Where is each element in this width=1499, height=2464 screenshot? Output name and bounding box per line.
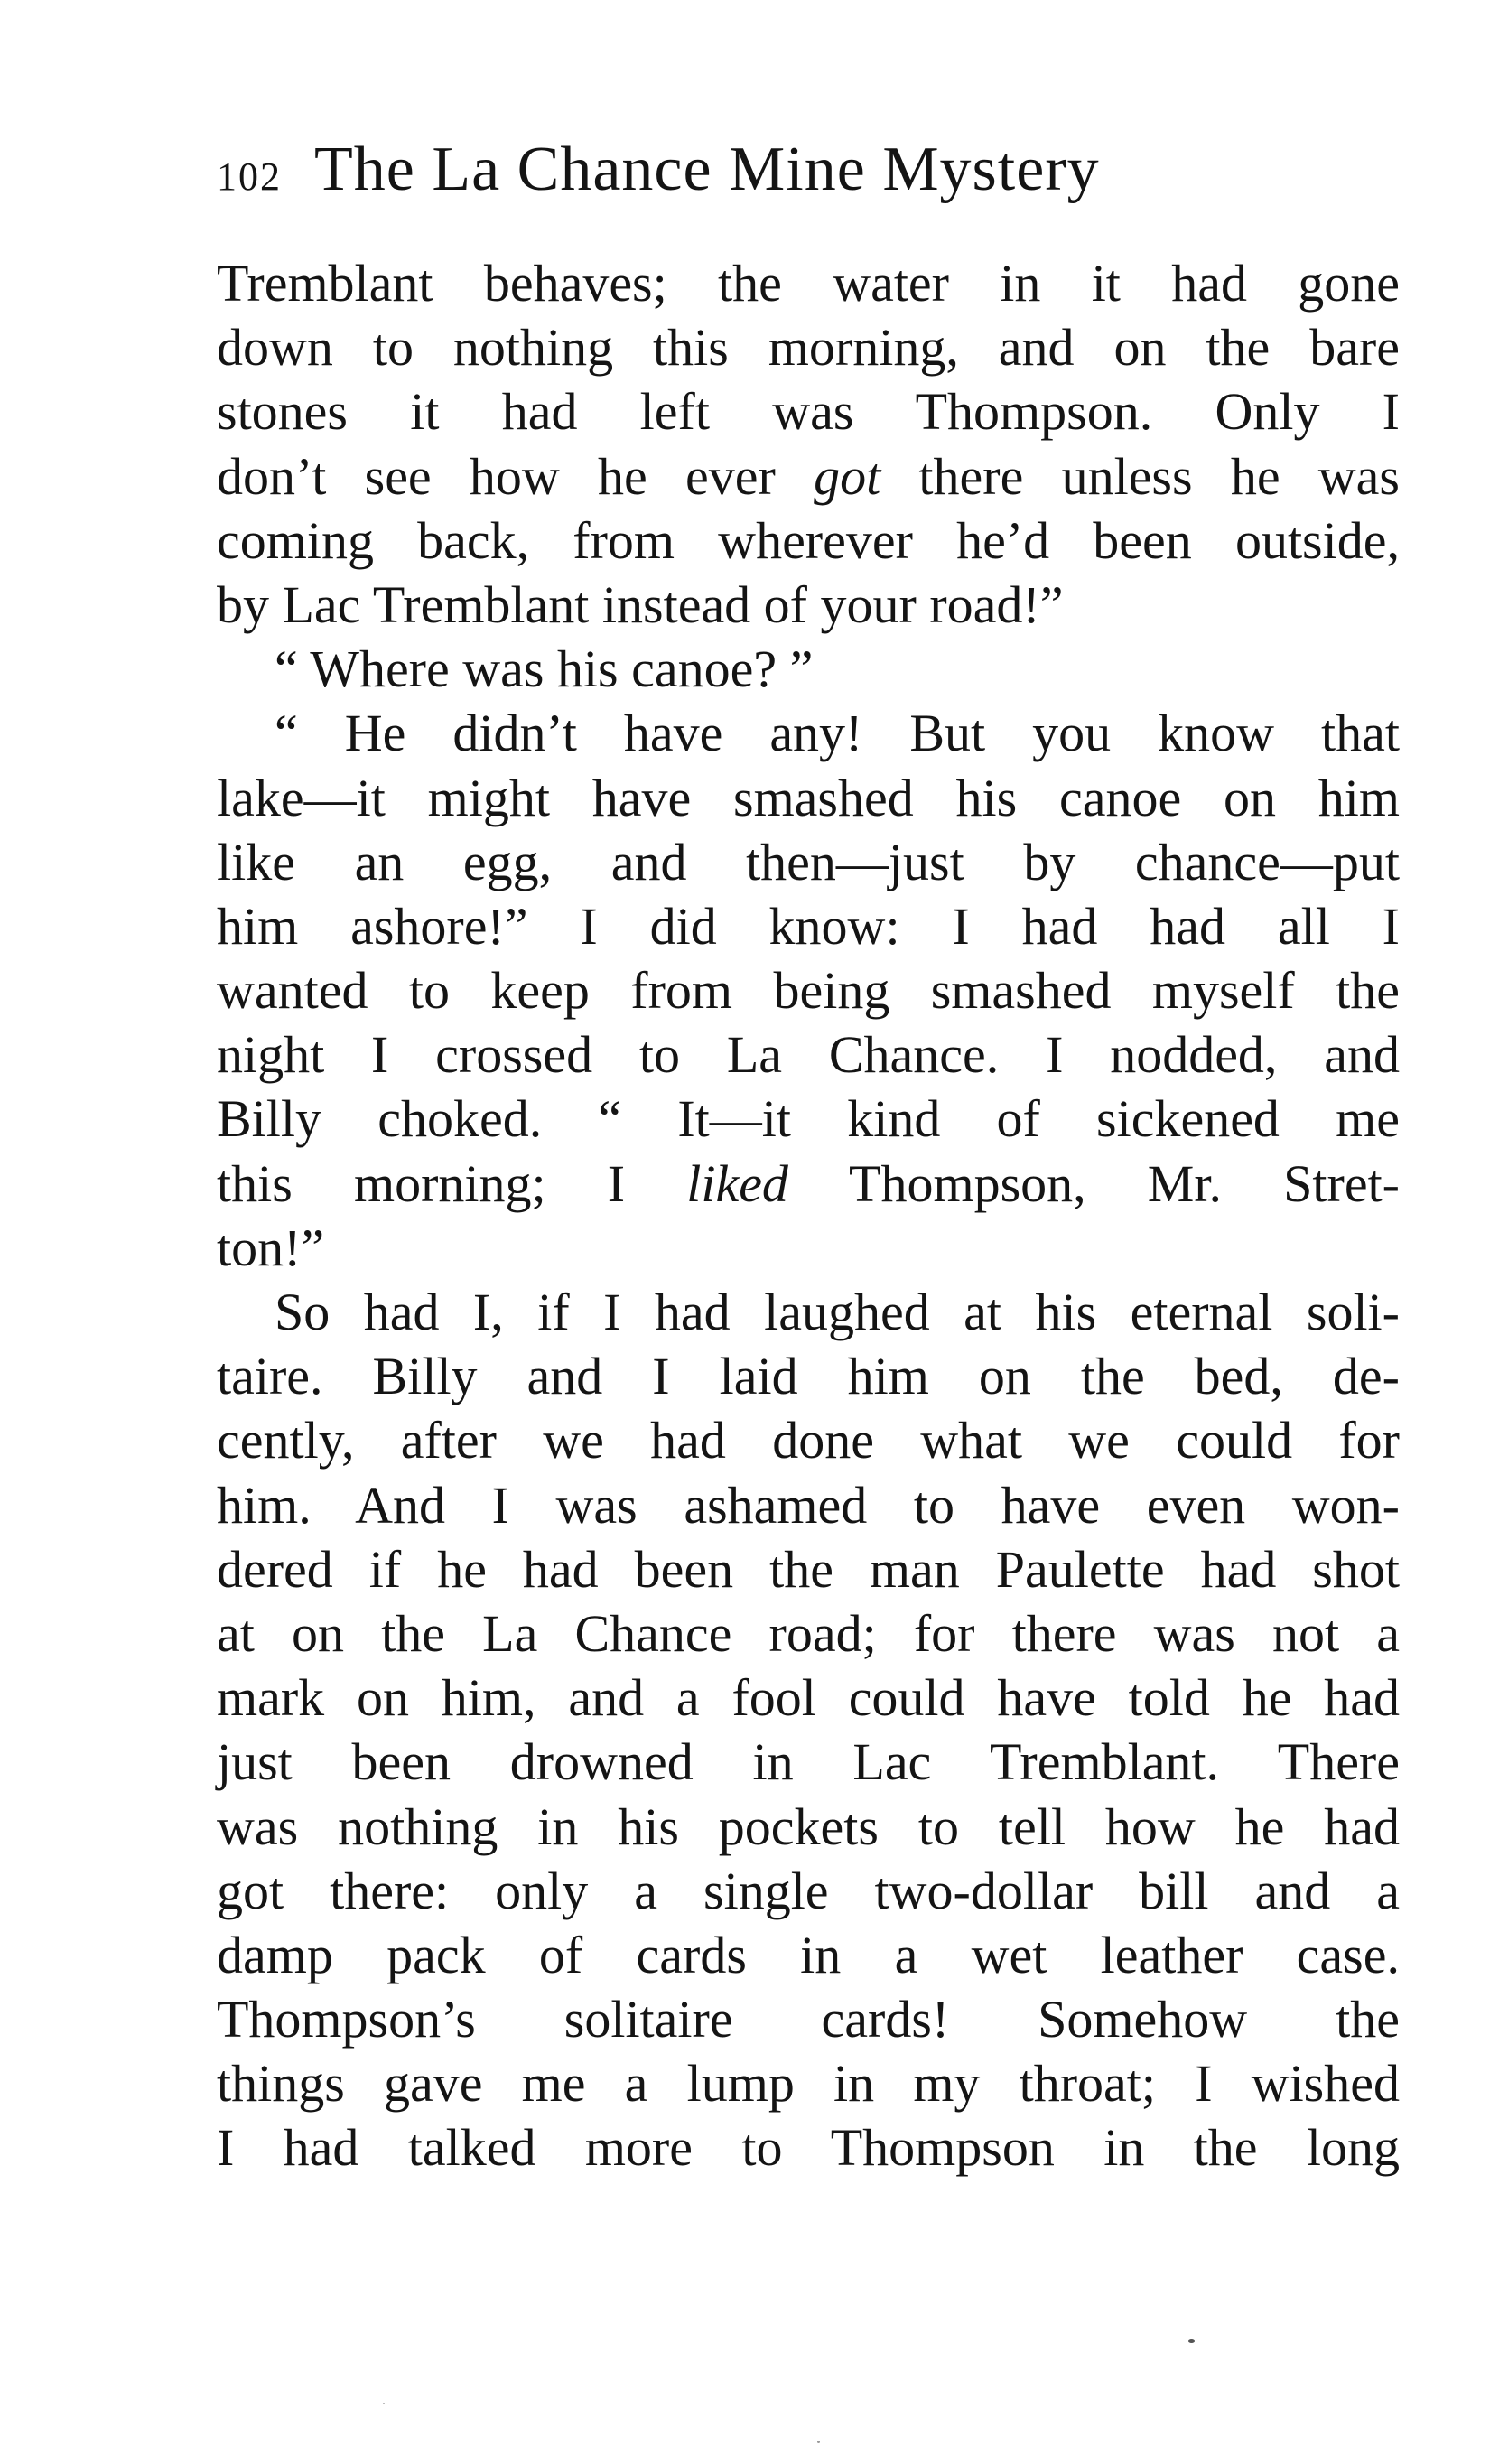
text-line: Billy choked. “ It—it kind of sickened me [217, 1089, 1400, 1149]
text-line: coming back, from wherever he’d been outside, [217, 510, 1400, 570]
text-line: Thompson’s solitaire cards! Somehow the [217, 1990, 1400, 2049]
text-line: dered if he had been the man Paulette had shot [217, 1539, 1400, 1599]
text-line: Tremblant behaves; the water in it had gone [217, 254, 1400, 313]
running-title: The La Chance Mine Mystery [314, 135, 1100, 204]
text-line: night I crossed to La Chance. I nodded, and [217, 1025, 1400, 1085]
text-line: like an egg, and then—just by chance—put [217, 832, 1400, 891]
page-number: 102 [217, 154, 282, 199]
italic-word: liked [686, 1153, 788, 1213]
text-line: by Lac Tremblant instead of your road!” [217, 574, 1064, 634]
text-line: things gave me a lump in my throat; I wished [217, 2054, 1400, 2114]
text-line: I had talked more to Thompson in the long [217, 2118, 1400, 2178]
text-line: at on the La Chance road; for there was not a [217, 1603, 1400, 1663]
text-line: got there: only a single two-dollar bill and a [217, 1861, 1400, 1920]
text-line: him. And I was ashamed to have even won- [217, 1475, 1400, 1535]
text-line: lake—it might have smashed his canoe on him [217, 768, 1400, 827]
body-text [217, 251, 1400, 2180]
italic-word: got [814, 446, 881, 506]
text-line: don’t see how he ever got there unless he was [217, 446, 1400, 506]
text-line: was nothing in his pockets to tell how he had [217, 1797, 1400, 1856]
text-line: mark on him, and a fool could have told he had [217, 1668, 1400, 1728]
text-line: damp pack of cards in a wet leather case. [217, 1925, 1400, 1984]
text-line: cently, after we had done what we could for [217, 1411, 1400, 1470]
scan-speck [383, 2403, 385, 2404]
text-line: “ He didn’t have any! But you know that [275, 704, 1400, 763]
text-line: him ashore!” I did know: I had had all I [217, 896, 1400, 956]
text-line: this morning; I liked Thompson, Mr. Stret- [217, 1153, 1400, 1213]
page-header [217, 134, 1409, 224]
text-line: down to nothing this morning, and on the bare [217, 318, 1400, 378]
text-line: stones it had left was Thompson. Only I [217, 382, 1400, 442]
text-line: wanted to keep from being smashed myself the [217, 961, 1400, 1021]
text-line: ton!” [217, 1218, 325, 1277]
scan-speck [817, 2441, 820, 2443]
text-line: taire. Billy and I laid him on the bed, de- [217, 1347, 1400, 1406]
text-line: So had I, if I had laughed at his eternal soli- [275, 1283, 1400, 1341]
text-line: “ Where was his canoe? ” [275, 639, 814, 699]
text-line: just been drowned in Lac Tremblant. There [217, 1732, 1400, 1792]
scan-speck [1188, 2339, 1195, 2343]
